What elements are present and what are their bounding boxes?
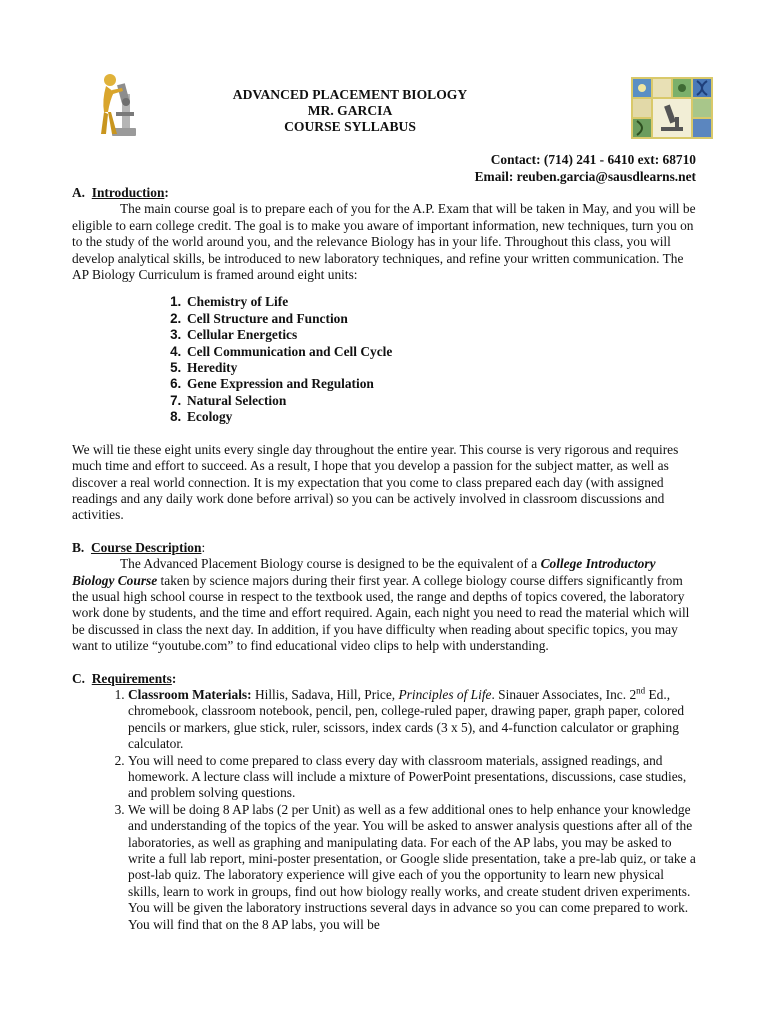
section-heading-description [72, 540, 696, 556]
section-heading-requirements [72, 671, 696, 687]
document-body [72, 185, 696, 933]
list-item: 1. Chemistry of Life [185, 294, 696, 310]
document-title [0, 87, 700, 135]
list-item: 5. Heredity [185, 360, 696, 376]
intro-paragraph: The main course goal is to prepare each of you for the A.P. Exam that will be taken in May, and you will be eligible to earn college credit. The goal is to make you aware of important information, new techniques, turn you on to the study of the world around you, and the relevance Biology has in your life. Throughout this class, you will develop analytical skills, be introduced to new laboratory techniques, and refine your written communication. The AP Biology Curriculum is framed around eight units: [72, 201, 696, 283]
section-colon: : [164, 185, 169, 200]
materials-publisher: . Sinauer Associates, Inc. 2 [491, 686, 637, 702]
list-item: 8. Ecology [185, 409, 696, 425]
section-title: Course Description [90, 539, 202, 555]
list-item: 4. Cell Communication and Cell Cycle [185, 344, 696, 360]
section-title: Introduction [91, 185, 165, 200]
contact-email: Email: reuben.garcia@sausdlearns.net [474, 168, 696, 184]
materials-label: Classroom Materials: [128, 686, 252, 702]
materials-book-title: Principles of Life [398, 686, 492, 702]
description-paragraph [72, 556, 696, 654]
intro-closing-paragraph: We will tie these eight units every single day throughout the entire year. This course is very rigorous and requires much time and effort to succeed. As a result, I hope that you develop a passion for the subject matter, as well as discover a real world connection. It is my expectation that you come to class prepared each day (with assigned readings and any daily work done before arrival) so you can be actively involved in classroom discussions and activities. [72, 441, 679, 523]
materials-rest: Ed., chromebook, classroom notebook, pencil, pen, college-ruled paper, drawing paper, graph paper, colored pencils or markers, glue stick, ruler, scissors, index cards (3 x 5), and 4-function calculator or graphing calculator. [128, 686, 685, 752]
materials-edition-sup: nd [636, 685, 646, 696]
list-item: 7. Natural Selection [185, 393, 696, 409]
description-text-2: taken by science majors during their first year. A college biology course differs significantly from the usual high school course in respect to the textbook used, the range and depths of topics covered, the laboratory work done by students, and the time and effort required. Again, each night you need to read the material which will be discussed in class the next day. In addition, if you have difficulty when reading about specific topics, you may want to utilize “youtube.com” to find educational video clips to help with understanding. [72, 572, 690, 654]
list-item: 3. We will be doing 8 AP labs (2 per Unit) as well as a few additional ones to help enhance your knowledge and understanding of the topics of the year. You will be asked to answer analysis questions after all of the laboratories, as well as graphing and manipulating data. For each of the AP labs, you may be asked to write a full lab report, mini-poster presentation, or Google slide presentation, take a pre-lab quiz, or take a post-lab quiz. The laboratory experience will give each of you the opportunity to learn new physical skills, learn to work in groups, find out how biology really works, and create student driven experiments. You will be given the laboratory instructions several days in advance so you can come prepared to work. You will find that on the 8 AP labs, you will be [128, 802, 696, 933]
list-item [128, 687, 696, 753]
requirements-list [72, 687, 696, 933]
title-line-course: ADVANCED PLACEMENT BIOLOGY [232, 87, 468, 102]
description-text-1: The Advanced Placement Biology course is designed to be the equivalent of a [120, 556, 541, 572]
description-emphasis: College Introductory Biology Course [72, 556, 656, 588]
contact-block [475, 152, 696, 185]
list-item: 2. Cell Structure and Function [185, 311, 696, 327]
title-line-syllabus: COURSE SYLLABUS [284, 119, 416, 134]
title-line-teacher: MR. GARCIA [307, 103, 393, 118]
section-colon: : [171, 670, 177, 686]
section-letter: A. [72, 185, 86, 200]
contact-phone: Contact: (714) 241 - 6410 ext: 68710 [490, 152, 696, 167]
section-colon: : [201, 539, 206, 555]
list-item: 2. You will need to come prepared to class every day with classroom materials, assigned readings, and homework. A lecture class will include a mixture of PowerPoint presentations, discussions, case studies, and problem solving questions. [128, 753, 696, 802]
materials-authors: Hillis, Sadava, Hill, Price, [251, 686, 399, 702]
section-title: Requirements [91, 670, 172, 686]
section-heading-introduction [72, 185, 696, 201]
section-letter: C. [72, 670, 86, 686]
section-letter: B. [72, 539, 85, 555]
units-list [72, 294, 696, 425]
list-item: 3. Cellular Energetics [185, 327, 696, 343]
list-item: 6. Gene Expression and Regulation [185, 376, 696, 392]
